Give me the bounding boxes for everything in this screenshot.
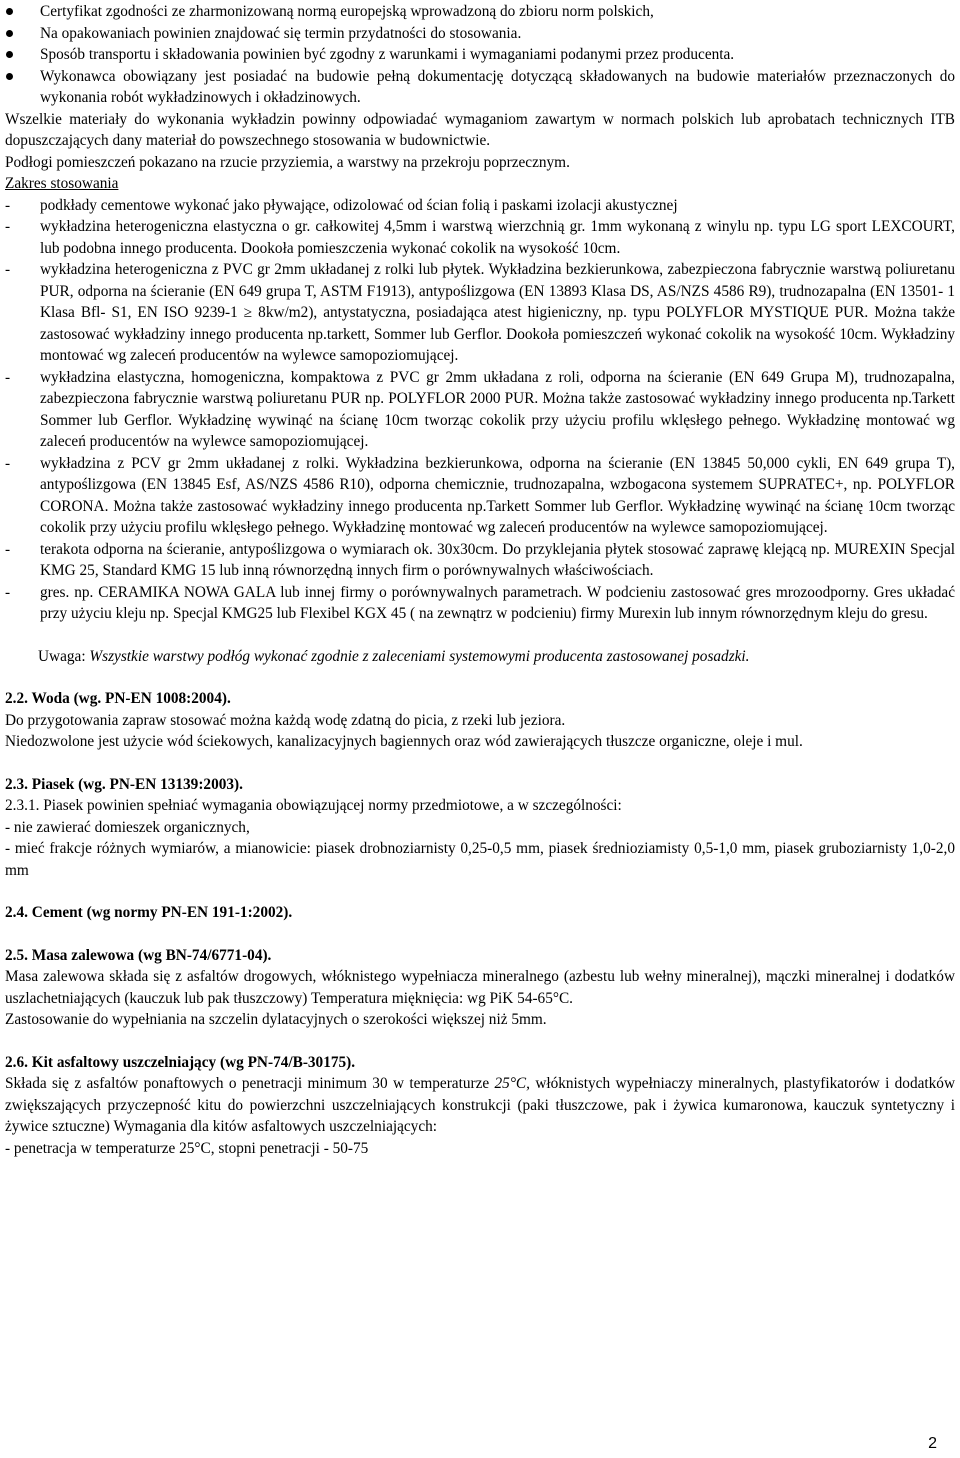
scope-item: - terakota odporna na ścieranie, antypoślizgowa o wymiarach ok. 30x30cm. Do przyklejania płytek stosować zaprawę klejącą np. MUREXIN Specjal KMG 25, Standard KMG 15 lub inną równorzędną innych firm o porównywalnych właściwościach. <box>5 540 955 579</box>
bullet-dot-icon <box>6 51 13 58</box>
water-paragraph: Niedozwolone jest użycie wód ściekowych, kanalizacyjnych bagiennych oraz wód zawierających tłuszcze organiczne, oleje i mul. <box>5 733 803 750</box>
bullet-item: Certyfikat zgodności ze zharmonizowaną normą europejską wprowadzoną do zbioru norm polskich, <box>5 1 955 23</box>
bullet-item: Wykonawca obowiązany jest posiadać na budowie pełną dokumentację dotyczącą składowanych na budowie materiałów przeznaczonych do wykonania robót wykładzinowych i okładzinowych. <box>5 66 955 109</box>
scope-item: - wykładzina heterogeniczna elastyczna o gr. całkowitej 4,5mm i warstwą wierzchnią gr. 1mm wykonaną z winylu np. typu LG sport LEXCOURT, lub podobna innego producenta. Dookoła pomieszczenia wykonać cokolik na wysokość 10cm. <box>5 218 955 257</box>
note-label: Uwaga: <box>38 647 90 665</box>
page-number: 2 <box>928 1434 937 1452</box>
section-2-5-heading: 2.5. Masa zalewowa (wg BN-74/6771-04). <box>5 946 272 964</box>
document-content <box>5 1 955 1159</box>
asphalt-putty-penetration: - penetracja w temperaturze 25°C, stopni penetracji - 50-75 <box>5 1139 369 1157</box>
scope-item: - podkłady cementowe wykonać jako pływające, odizolować od ścian folią i paskami izolacji akustycznej <box>5 196 678 214</box>
materials-paragraph: Wszelkie materiały do wykonania wykładzin powinny odpowiadać wymaganiom zawartym w normach polskich lub aprobatach technicznych ITB dopuszczających dany materiał do powszechnego stosowania w budownictwie. <box>5 110 955 149</box>
section-2-4-heading: 2.4. Cement (wg normy PN-EN 191-1:2002). <box>5 904 293 921</box>
note-paragraph <box>5 646 955 668</box>
asphalt-putty-paragraph: Składa się z asfaltów ponaftowych o penetracji minimum 30 w temperaturze 25°C, włóknistych wypełniaczy mineralnych, plastyfikatorów i dodatków zwiększających przyczepność kitu do powierzchni uszczelniających konstrukcji (paki tłuszczowe, pak i żywica kumaronowa, kauczuk syntetyczny i żywice sztuczne) Wymagania dla kitów asfaltowych uszczelniających: <box>5 1075 955 1135</box>
bullet-item: Na opakowaniach powinien znajdować się termin przydatności do stosowania. <box>5 23 955 45</box>
sealing-mass-paragraph: Masa zalewowa składa się z asfaltów drogowych, włóknistego wypełniacza mineralnego (azbestu lub wełny mineralnej), mączki mineralnej i dodatków uszlachetniających (kauczuk lub pak tłuszczowy) Temperatura mięknięcia: wg PiK 54-65°C. <box>5 968 955 1007</box>
water-paragraph: Do przygotowania zapraw stosować można każdą wodę zdatną do picia, z rzeki lub jeziora. <box>5 711 566 729</box>
bullet-dot-icon <box>6 73 13 80</box>
greater-equal-symbol: ≥ <box>243 304 253 321</box>
bullet-item: Sposób transportu i składowania powinien być zgodny z warunkami i wymaganiami podanymi przez producenta. <box>5 44 955 66</box>
sand-paragraph: - nie zawierać domieszek organicznych, <box>5 818 250 836</box>
bullet-dot-icon <box>6 8 13 15</box>
sand-paragraph: 2.3.1. Piasek powinien spełniać wymagania obowiązującej normy przedmiotowe, a w szczególności: <box>5 797 622 814</box>
requirements-bullet-list <box>5 1 955 109</box>
scope-list <box>5 195 955 625</box>
section-2-3-heading: 2.3. Piasek (wg. PN-EN 13139:2003). <box>5 775 243 793</box>
bullet-dot-icon <box>6 30 13 37</box>
note-text: Wszystkie warstwy podłóg wykonać zgodnie z zaleceniami systemowymi producenta zastosowanej posadzki. <box>89 647 750 665</box>
section-2-2-heading: 2.2. Woda (wg. PN-EN 1008:2004). <box>5 690 231 707</box>
scope-item: - wykładzina elastyczna, homogeniczna, kompaktowa z PVC gr 2mm układana z roli, odporna na ścieranie (EN 649 Grupa M), trudnozapalna, zabezpieczona fabrycznie warstwą poliuretanu PUR np. POLYFLOR 2000 PUR. Można także zastosować wykładziny innego producenta np.Tarkett Sommer lub Gerflor. Wykładzinę wywinąć na ścianę 10cm tworząc cokolik przy użyciu profilu wklęsłego pełnego. Wykładzinę montować wg zaleceń producentów na wylewce samopoziomującej. <box>5 368 955 450</box>
scope-item: - wykładzina heterogeniczna z PVC gr 2mm układanej z rolki lub płytek. Wykładzina bezkierunkowa, zabezpieczona fabrycznie warstwą poliuretanu PUR, odporna na ścieranie (EN 649 grupa T, ASTM F1913), antypoślizgowa (EN 13893 Klasa DS, AS/NZS 4586 R9), trudnozapalna (EN 13501- 1 Klasa Bfl- S1, EN ISO 9239-1 ≥ 8kw/m2), antystatyczna, posiadająca atest higieniczny, np. typu POLYFLOR MYSTIQUE PUR. Można także zastosować wykładziny innego producenta np.tarkett, Sommer lub Gerflor. Dookoła pomieszczeń wykonać cokolik na wysokość 10cm. Wykładziny montować wg zaleceń producentów na wylewce samopoziomującej. <box>5 261 955 364</box>
scope-item: - wykładzina z PCV gr 2mm układanej z rolki. Wykładzina bezkierunkowa, odporna na ścieranie (EN 13845 50,000 cykli, EN 649 grupa T), antypoślizgowa (EN 13845 Esf, AS/NZS 4586 R10), odporna chemicznie, trudnozapalna, wzbogacona systemem SUPRATEC+, np. POLYFLOR CORONA. Można także zastosować wykładziny innego producenta np.Tarkett Sommer lub Gerflor. Wykładzinę wywinąć na ścianę 10cm tworząc cokolik przy użyciu profilu wklęsłego pełnego. Wykładzinę montować wg zaleceń producentów na wylewce samopoziomującej. <box>5 454 955 536</box>
scope-item: - gres. np. CERAMIKA NOWA GALA lub innej firmy o porównywalnych parametrach. W podcieniu zastosować gres mrozoodporny. Gres układać przy użyciu kleju np. Specjal KMG25 lub Flexibel KGX 45 ( na zewnątrz w podcieniu) firmy Murexin lub innym równorzędnym kleju do gresu. <box>5 583 955 622</box>
sand-paragraph: - mieć frakcje różnych wymiarów, a mianowicie: piasek drobnoziarnisty 0,25-0,5 mm, piasek średnioziamisty 0,5-1,0 mm, piasek gruboziarnisty 1,0-2,0 mm <box>5 840 955 879</box>
scope-heading: Zakres stosowania <box>5 175 119 192</box>
sealing-mass-paragraph: Zastosowanie do wypełniania na szczelin dylatacyjnych o szerokości większej niż 5mm. <box>5 1011 547 1028</box>
section-2-6-heading: 2.6. Kit asfaltowy uszczelniający (wg PN-74/B-30175). <box>5 1053 356 1071</box>
floors-paragraph: Podłogi pomieszczeń pokazano na rzucie przyziemia, a warstwy na przekroju poprzecznym. <box>5 153 570 171</box>
